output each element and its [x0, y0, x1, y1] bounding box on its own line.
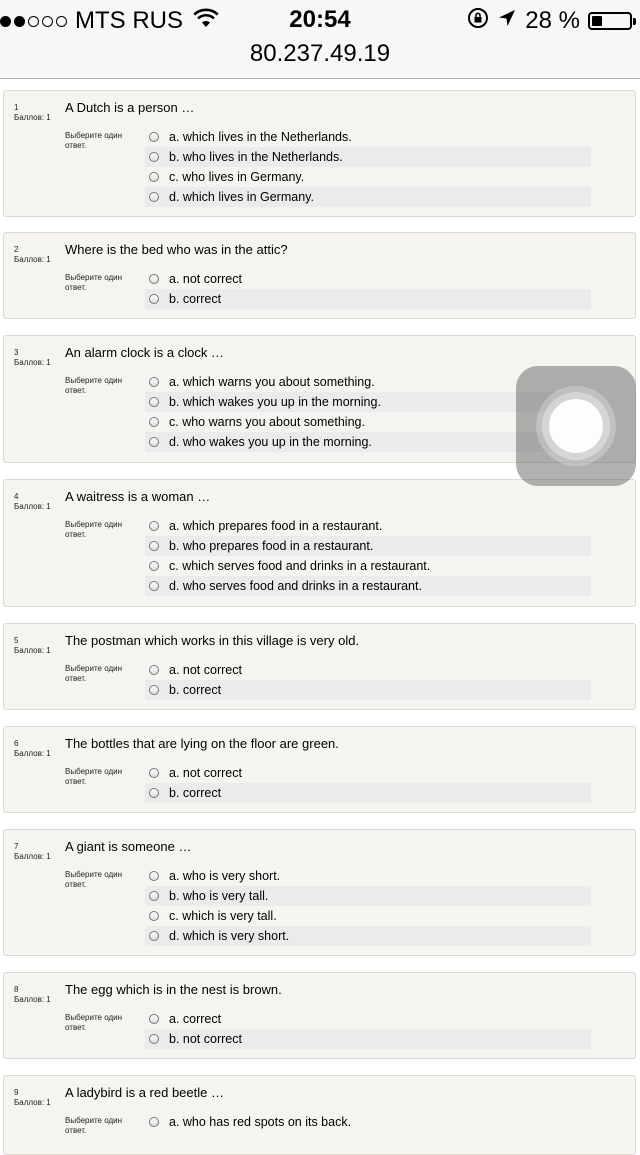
- answer-prompt: Выберите один ответ.: [65, 376, 123, 395]
- radio-button[interactable]: [149, 788, 159, 798]
- question-card: [3, 972, 636, 1059]
- answer-option[interactable]: [145, 269, 591, 289]
- answer-label[interactable]: d. which is very short.: [169, 929, 290, 943]
- question-text: The postman which works in this village is very old.: [65, 633, 360, 648]
- answer-list: [145, 1009, 591, 1049]
- answer-prompt: Выберите один ответ.: [65, 870, 123, 889]
- assistive-touch-button[interactable]: [516, 366, 636, 486]
- quiz-page: [0, 79, 640, 1136]
- question-number: 9: [14, 1088, 19, 1097]
- question-text: An alarm clock is a clock …: [65, 345, 224, 360]
- answer-label[interactable]: a. correct: [169, 1012, 222, 1026]
- question-text: The bottles that are lying on the floor are green.: [65, 736, 339, 751]
- question-number: 3: [14, 348, 19, 357]
- answer-option[interactable]: [145, 1009, 591, 1029]
- answer-label[interactable]: d. which lives in Germany.: [169, 190, 314, 204]
- question-card: [3, 232, 636, 319]
- radio-button[interactable]: [149, 397, 159, 407]
- question-text: A giant is someone …: [65, 839, 192, 854]
- status-icons: [467, 6, 632, 36]
- question-number: 1: [14, 103, 19, 112]
- answer-prompt: Выберите один ответ.: [65, 520, 123, 539]
- radio-button[interactable]: [149, 581, 159, 591]
- clock: 20:54: [289, 6, 351, 33]
- radio-button[interactable]: [149, 931, 159, 941]
- answer-option[interactable]: [145, 1112, 591, 1132]
- answer-label[interactable]: c. who warns you about something.: [169, 415, 365, 429]
- radio-button[interactable]: [149, 437, 159, 447]
- answer-option[interactable]: [145, 167, 591, 187]
- radio-button[interactable]: [149, 891, 159, 901]
- rotation-lock-icon: [467, 7, 489, 36]
- question-text: The egg which is in the nest is brown.: [65, 982, 282, 997]
- answer-prompt: Выберите один ответ.: [65, 664, 123, 683]
- question-card: [3, 90, 636, 217]
- answer-option[interactable]: [145, 680, 591, 700]
- answer-label[interactable]: d. who serves food and drinks in a restaurant.: [169, 579, 422, 593]
- question-card: [3, 726, 636, 813]
- radio-button[interactable]: [149, 192, 159, 202]
- radio-button[interactable]: [149, 1117, 159, 1127]
- answer-label[interactable]: a. which lives in the Netherlands.: [169, 130, 352, 144]
- question-points: Баллов: 1: [14, 852, 51, 861]
- answer-option[interactable]: [145, 763, 591, 783]
- radio-button[interactable]: [149, 294, 159, 304]
- answer-option[interactable]: [145, 187, 591, 207]
- address-bar[interactable]: [0, 40, 640, 79]
- status-bar: [0, 0, 640, 40]
- battery-level-fill: [592, 16, 602, 26]
- answer-list: [145, 516, 591, 596]
- answer-option[interactable]: [145, 147, 591, 167]
- radio-button[interactable]: [149, 561, 159, 571]
- answer-label[interactable]: b. who lives in the Netherlands.: [169, 150, 343, 164]
- radio-button[interactable]: [149, 541, 159, 551]
- answer-prompt: Выберите один ответ.: [65, 1116, 123, 1135]
- question-card: [3, 1075, 636, 1155]
- radio-button[interactable]: [149, 685, 159, 695]
- answer-option[interactable]: [145, 576, 591, 596]
- question-points: Баллов: 1: [14, 749, 51, 758]
- radio-button[interactable]: [149, 417, 159, 427]
- answer-label[interactable]: b. not correct: [169, 1032, 242, 1046]
- radio-button[interactable]: [149, 152, 159, 162]
- answer-label[interactable]: a. not correct: [169, 766, 242, 780]
- question-points: Баллов: 1: [14, 646, 51, 655]
- radio-button[interactable]: [149, 132, 159, 142]
- question-card: [3, 623, 636, 710]
- question-number: 4: [14, 492, 19, 501]
- question-points: Баллов: 1: [14, 113, 51, 122]
- answer-label[interactable]: b. correct: [169, 786, 222, 800]
- answer-label[interactable]: c. which serves food and drinks in a restaurant.: [169, 559, 431, 573]
- answer-option[interactable]: [145, 886, 591, 906]
- answer-option[interactable]: [145, 926, 591, 946]
- answer-option[interactable]: [145, 783, 591, 803]
- answer-list: [145, 269, 591, 309]
- answer-option[interactable]: [145, 556, 591, 576]
- question-number: 2: [14, 245, 19, 254]
- question-number: 5: [14, 636, 19, 645]
- radio-button[interactable]: [149, 1034, 159, 1044]
- answer-option[interactable]: [145, 1029, 591, 1049]
- answer-list: [145, 866, 591, 946]
- radio-button[interactable]: [149, 172, 159, 182]
- radio-button[interactable]: [149, 521, 159, 531]
- radio-button[interactable]: [149, 768, 159, 778]
- location-arrow-icon: [497, 7, 517, 35]
- answer-prompt: Выберите один ответ.: [65, 273, 123, 292]
- battery-percent: 28 %: [525, 7, 580, 34]
- answer-list: [145, 1112, 591, 1132]
- question-text: A Dutch is a person …: [65, 100, 195, 115]
- radio-button[interactable]: [149, 871, 159, 881]
- radio-button[interactable]: [149, 1014, 159, 1024]
- answer-label[interactable]: a. who has red spots on its back.: [169, 1115, 352, 1129]
- question-number: 6: [14, 739, 19, 748]
- answer-label[interactable]: b. which wakes you up in the morning.: [169, 395, 381, 409]
- carrier-name: MTS RUS: [75, 7, 183, 34]
- answer-label[interactable]: a. who is very short.: [169, 869, 281, 883]
- answer-prompt: Выберите один ответ.: [65, 767, 123, 786]
- answer-label[interactable]: b. who is very tall.: [169, 889, 269, 903]
- answer-list: [145, 763, 591, 803]
- answer-label[interactable]: b. who prepares food in a restaurant.: [169, 539, 374, 553]
- answer-label[interactable]: a. not correct: [169, 272, 242, 286]
- answer-option[interactable]: [145, 516, 591, 536]
- answer-list: [145, 660, 591, 700]
- answer-label[interactable]: a. not correct: [169, 663, 242, 677]
- answer-label[interactable]: b. correct: [169, 683, 222, 697]
- question-points: Баллов: 1: [14, 358, 51, 367]
- question-text: A waitress is a woman …: [65, 489, 211, 504]
- question-number: 7: [14, 842, 19, 851]
- answer-label[interactable]: a. which prepares food in a restaurant.: [169, 519, 383, 533]
- answer-label[interactable]: c. which is very tall.: [169, 909, 277, 923]
- radio-button[interactable]: [149, 274, 159, 284]
- question-points: Баллов: 1: [14, 255, 51, 264]
- question-number: 8: [14, 985, 19, 994]
- answer-option[interactable]: [145, 289, 591, 309]
- question-points: Баллов: 1: [14, 995, 51, 1004]
- answer-label[interactable]: d. who wakes you up in the morning.: [169, 435, 372, 449]
- question-points: Баллов: 1: [14, 1098, 51, 1107]
- battery-icon: [588, 12, 632, 30]
- question-text: A ladybird is a red beetle …: [65, 1085, 224, 1100]
- answer-label[interactable]: b. correct: [169, 292, 222, 306]
- url-text[interactable]: 80.237.49.19: [249, 40, 391, 67]
- question-text: Where is the bed who was in the attic?: [65, 242, 288, 257]
- answer-prompt: Выберите один ответ.: [65, 131, 123, 150]
- answer-label[interactable]: a. which warns you about something.: [169, 375, 375, 389]
- question-card: [3, 479, 636, 607]
- question-points: Баллов: 1: [14, 502, 51, 511]
- answer-prompt: Выберите один ответ.: [65, 1013, 123, 1032]
- answer-option[interactable]: [145, 536, 591, 556]
- radio-button[interactable]: [149, 665, 159, 675]
- assistive-touch-center: [549, 399, 603, 453]
- answer-option[interactable]: [145, 906, 591, 926]
- answer-option[interactable]: [145, 127, 591, 147]
- radio-button[interactable]: [149, 911, 159, 921]
- question-card: [3, 829, 636, 956]
- answer-option[interactable]: [145, 660, 591, 680]
- radio-button[interactable]: [149, 377, 159, 387]
- answer-label[interactable]: c. who lives in Germany.: [169, 170, 305, 184]
- answer-option[interactable]: [145, 866, 591, 886]
- answer-list: [145, 127, 591, 207]
